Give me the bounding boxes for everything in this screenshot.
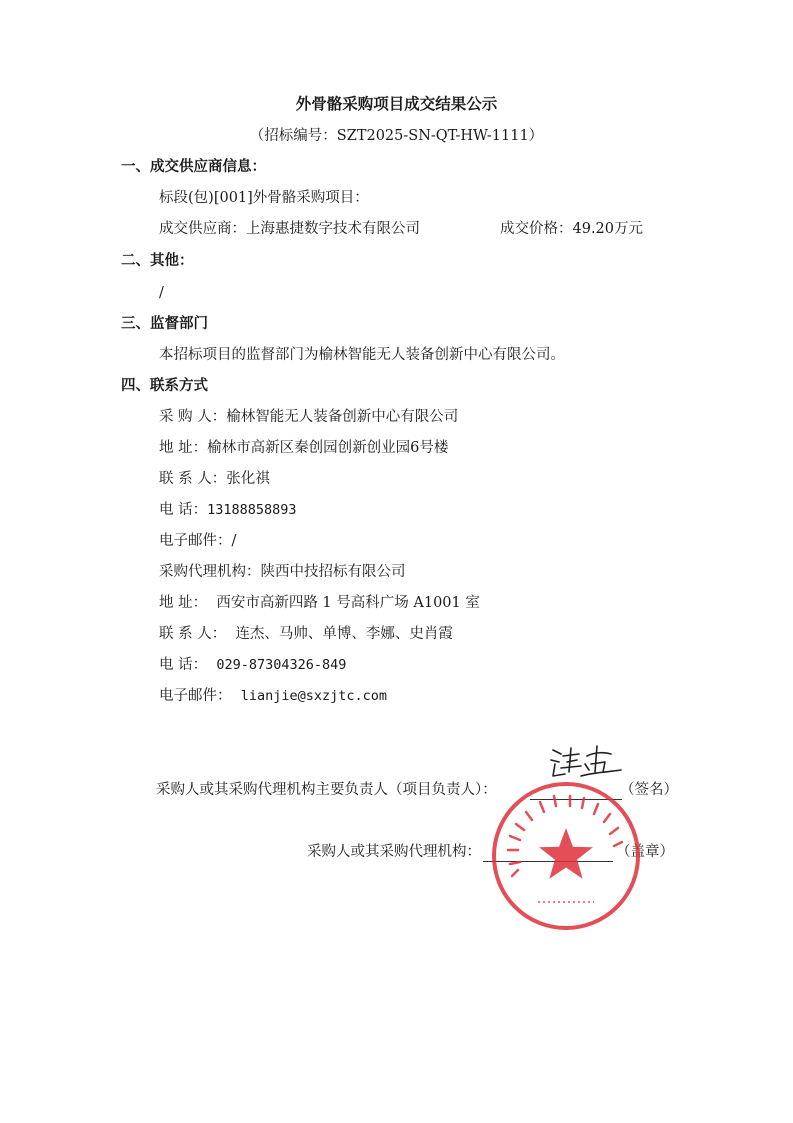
purchaser-email-label: 电子邮件：: [159, 533, 232, 549]
purchaser-label: 采 购 人：: [159, 409, 227, 425]
agency-contact-row: [159, 624, 453, 644]
section-contact-heading: 四、联系方式: [121, 378, 208, 394]
lot-name: 标段(包)[001]外骨骼采购项目：: [159, 190, 369, 206]
price-label: 成交价格：: [500, 221, 573, 237]
section-other-heading: 二、其他：: [121, 253, 194, 269]
purchaser-contact-row: [159, 469, 270, 489]
supplier-label: 成交供应商：: [159, 221, 246, 237]
tender-number: （招标编号：SZT2025-SN-QT-HW-1111）: [249, 128, 544, 144]
agency-email-value: lianjie@sxzjtc.com: [240, 688, 388, 704]
agency-contact-label: 联 系 人：: [159, 626, 227, 642]
purchaser-phone-row: [159, 500, 297, 520]
agency-contact-value: 连杰、马帅、单博、李娜、史肖霞: [235, 626, 453, 642]
org-seal-label: 采购人或其采购代理机构：: [307, 844, 481, 860]
purchaser-phone-label: 电 话：: [159, 502, 208, 518]
supplier-name: 上海惠捷数字技术有限公司: [246, 221, 420, 237]
agency-phone-value: 029-87304326-849: [216, 657, 347, 673]
purchaser-address-row: [159, 438, 448, 458]
price-value: 49.20万元: [572, 221, 644, 237]
purchaser-row: [159, 407, 458, 427]
agency-email-label: 电子邮件：: [159, 688, 232, 704]
purchaser-address-value: 榆林市高新区秦创园创新创业园6号楼: [207, 440, 449, 456]
purchaser-value: 榆林智能无人装备创新中心有限公司: [226, 409, 459, 425]
agency-address-row: [159, 593, 480, 613]
supervision-content: 本招标项目的监督部门为榆林智能无人装备创新中心有限公司。: [159, 347, 565, 363]
section-supplier-heading: 一、成交供应商信息：: [121, 159, 266, 175]
agency-label: 采购代理机构：: [159, 564, 261, 580]
principal-signature-label: 采购人或其采购代理机构主要负责人（项目负责人）：: [156, 782, 497, 798]
seal-hint: （盖章）: [616, 844, 674, 860]
purchaser-address-label: 地 址：: [159, 440, 208, 456]
purchaser-email-value: /: [231, 533, 237, 549]
purchaser-email-row: [159, 531, 236, 551]
agency-address-value: 西安市高新四路 1 号高科广场 A1001 室: [216, 595, 480, 611]
purchaser-contact-value: 张化祺: [226, 471, 270, 487]
agency-phone-row: [159, 655, 346, 675]
purchaser-phone-value: 13188858893: [207, 502, 297, 518]
agency-address-label: 地 址：: [159, 595, 208, 611]
page-title: 外骨骼采购项目成交结果公示: [295, 95, 498, 113]
price-line: [500, 219, 643, 239]
sign-hint: （签名）: [620, 782, 678, 798]
agency-phone-label: 电 话：: [159, 657, 208, 673]
company-seal: [488, 778, 644, 934]
supplier-line: [159, 219, 420, 239]
handwritten-signature: [545, 742, 625, 782]
agency-value: 陕西中技招标有限公司: [260, 564, 406, 580]
other-content: /: [159, 285, 164, 301]
section-supervision-heading: 三、监督部门: [121, 316, 208, 332]
purchaser-contact-label: 联 系 人：: [159, 471, 227, 487]
agency-email-row: [159, 686, 387, 706]
agency-row: [159, 562, 406, 582]
